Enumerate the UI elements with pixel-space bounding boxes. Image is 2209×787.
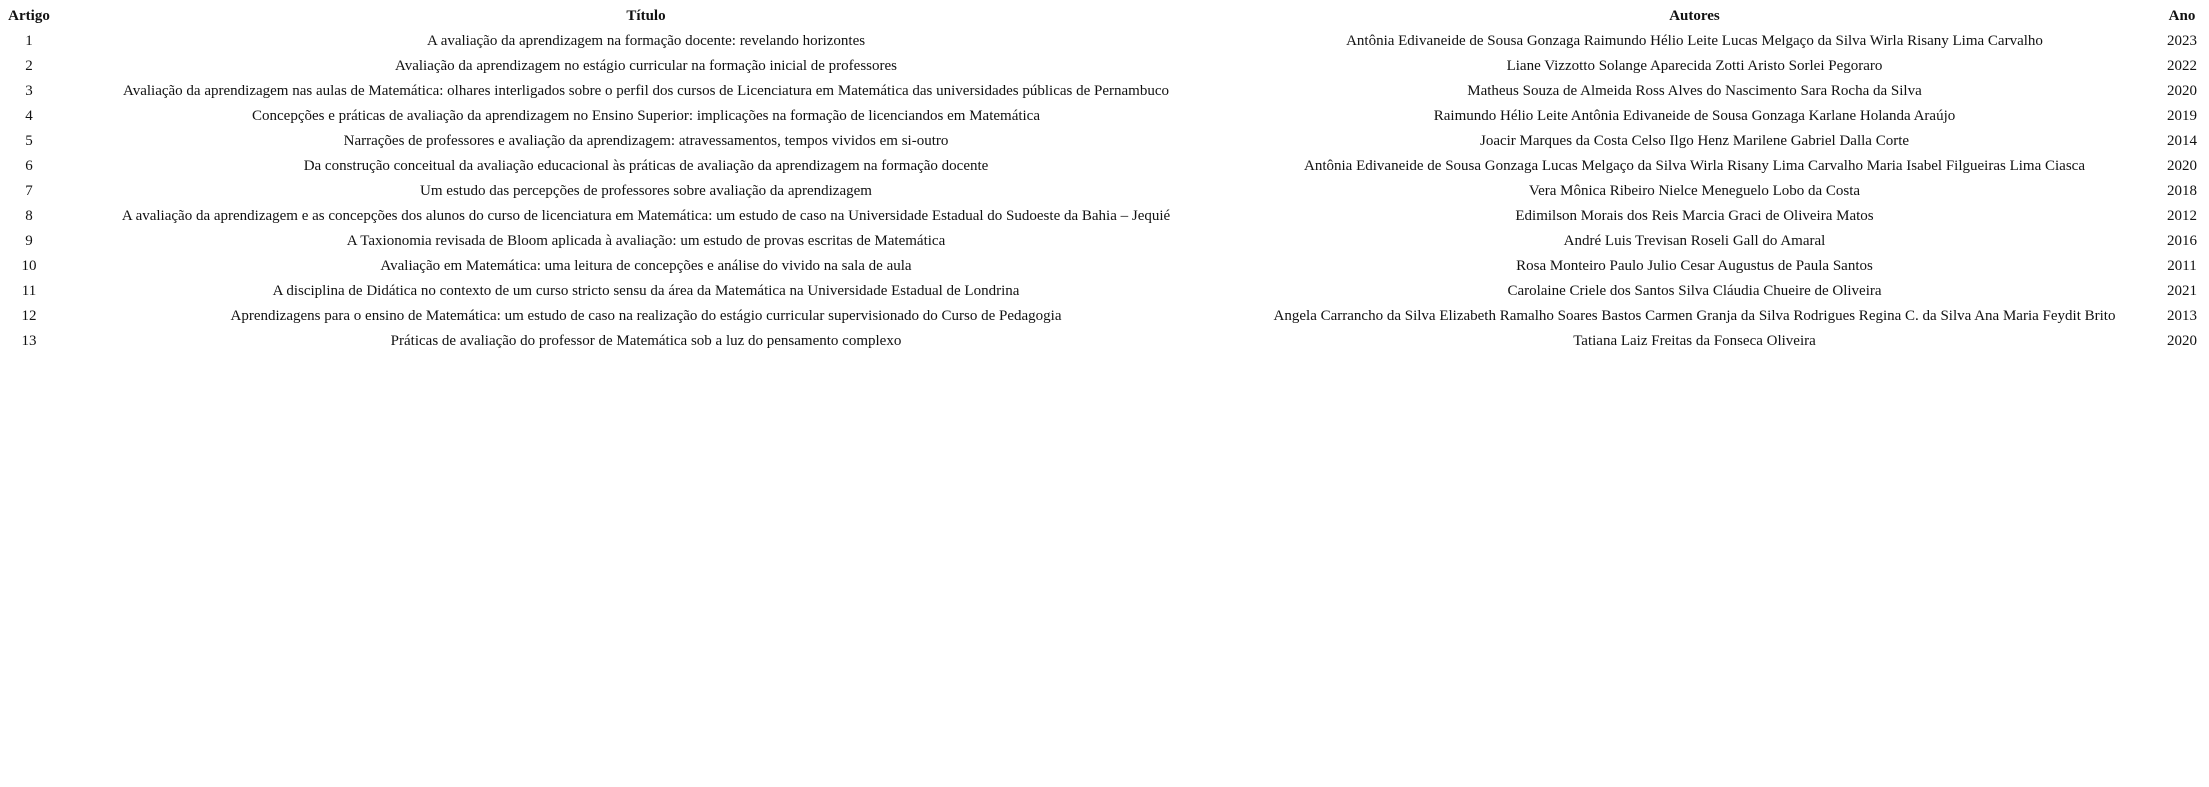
table-row	[0, 279, 2209, 304]
cell-ano: 2014	[2167, 133, 2197, 149]
table-row	[0, 329, 2209, 354]
table-row	[0, 179, 2209, 204]
cell-ano: 2020	[2167, 333, 2197, 349]
cell-artigo: 6	[25, 158, 33, 174]
cell-ano: 2016	[2167, 233, 2197, 249]
table-header-row	[0, 4, 2209, 29]
cell-titulo: A avaliação da aprendizagem na formação docente: revelando horizontes	[426, 33, 866, 49]
cell-artigo: 13	[21, 333, 37, 349]
table-row	[0, 54, 2209, 79]
cell-artigo: 8	[25, 208, 33, 224]
cell-titulo: Avaliação em Matemática: uma leitura de concepções e análise do vivido na sala de aula	[380, 258, 912, 274]
cell-artigo: 4	[25, 108, 33, 124]
table-row	[0, 229, 2209, 254]
cell-ano: 2022	[2167, 58, 2197, 74]
cell-autores: Antônia Edivaneide de Sousa Gonzaga Raimundo Hélio Leite Lucas Melgaço da Silva Wirla Risany Lima Carvalho	[1346, 33, 2043, 49]
cell-ano: 2020	[2167, 83, 2197, 99]
cell-artigo: 1	[25, 33, 33, 49]
cell-ano: 2023	[2167, 33, 2197, 49]
header-ano: Ano	[2168, 8, 2196, 24]
table-row	[0, 129, 2209, 154]
cell-titulo: Aprendizagens para o ensino de Matemática: um estudo de caso na realização do estágio curricular supervisionado do Curso de Pedagogia	[230, 308, 1062, 324]
cell-titulo: A Taxionomia revisada de Bloom aplicada à avaliação: um estudo de provas escritas de Matemática	[346, 233, 946, 249]
cell-artigo: 9	[25, 233, 33, 249]
table-row	[0, 79, 2209, 104]
cell-ano: 2018	[2167, 183, 2197, 199]
cell-ano: 2020	[2167, 158, 2197, 174]
table-row	[0, 204, 2209, 229]
table-row	[0, 154, 2209, 179]
cell-titulo: Um estudo das percepções de professores sobre avaliação da aprendizagem	[420, 183, 872, 199]
header-titulo: Título	[626, 8, 666, 24]
cell-artigo: 2	[25, 58, 33, 74]
cell-autores: Rosa Monteiro Paulo Julio Cesar Augustus de Paula Santos	[1516, 258, 1873, 274]
cell-ano: 2021	[2167, 283, 2197, 299]
cell-autores: Joacir Marques da Costa Celso Ilgo Henz Marilene Gabriel Dalla Corte	[1479, 133, 1910, 149]
cell-autores: Raimundo Hélio Leite Antônia Edivaneide de Sousa Gonzaga Karlane Holanda Araújo	[1433, 108, 1956, 124]
cell-autores: Carolaine Criele dos Santos Silva Cláudia Chueire de Oliveira	[1507, 283, 1882, 299]
header-autores: Autores	[1669, 8, 1720, 24]
cell-artigo: 7	[25, 183, 33, 199]
cell-autores: Liane Vizzotto Solange Aparecida Zotti Aristo Sorlei Pegoraro	[1506, 58, 1883, 74]
cell-artigo: 10	[21, 258, 37, 274]
cell-autores: André Luis Trevisan Roseli Gall do Amaral	[1563, 233, 1826, 249]
cell-autores: Matheus Souza de Almeida Ross Alves do Nascimento Sara Rocha da Silva	[1467, 83, 1922, 99]
table-row	[0, 304, 2209, 329]
header-artigo: Artigo	[8, 8, 50, 24]
cell-autores: Tatiana Laiz Freitas da Fonseca Oliveira	[1573, 333, 1816, 349]
cell-ano: 2013	[2167, 308, 2197, 324]
table-row	[0, 254, 2209, 279]
cell-artigo: 5	[25, 133, 33, 149]
table-row	[0, 104, 2209, 129]
cell-titulo: Práticas de avaliação do professor de Matemática sob a luz do pensamento complexo	[390, 333, 902, 349]
cell-titulo: Da construção conceitual da avaliação educacional às práticas de avaliação da aprendizagem na formação docente	[303, 158, 989, 174]
cell-titulo: A disciplina de Didática no contexto de um curso stricto sensu da área da Matemática na Universidade Estadual de Londrina	[272, 283, 1020, 299]
cell-ano: 2019	[2167, 108, 2197, 124]
cell-autores: Angela Carrancho da Silva Elizabeth Ramalho Soares Bastos Carmen Granja da Silva Rodrigues Regina C. da Silva Ana Maria Feydit Brito	[1273, 308, 2116, 324]
cell-artigo: 11	[21, 283, 37, 299]
cell-titulo: Narrações de professores e avaliação da aprendizagem: atravessamentos, tempos vividos em si-outro	[343, 133, 949, 149]
cell-titulo: Concepções e práticas de avaliação da aprendizagem no Ensino Superior: implicações na formação de licenciandos em Matemática	[252, 108, 1040, 124]
cell-artigo: 12	[21, 308, 37, 324]
articles-table	[0, 4, 2209, 354]
cell-titulo: A avaliação da aprendizagem e as concepções dos alunos do curso de licenciatura em Matemática: um estudo de caso na Universidade Estadual do Sudoeste da Bahia – Jequié	[121, 208, 1171, 224]
cell-titulo: Avaliação da aprendizagem no estágio curricular na formação inicial de professores	[395, 58, 897, 74]
cell-autores: Edimilson Morais dos Reis Marcia Graci de Oliveira Matos	[1515, 208, 1874, 224]
cell-autores: Antônia Edivaneide de Sousa Gonzaga Lucas Melgaço da Silva Wirla Risany Lima Carvalho Maria Isabel Filgueiras Lima Ciasca	[1304, 158, 2085, 174]
cell-autores: Vera Mônica Ribeiro Nielce Meneguelo Lobo da Costa	[1528, 183, 1861, 199]
cell-ano: 2012	[2167, 208, 2197, 224]
cell-ano: 2011	[2167, 258, 2197, 274]
table-row	[0, 29, 2209, 54]
cell-artigo: 3	[25, 83, 33, 99]
cell-titulo: Avaliação da aprendizagem nas aulas de Matemática: olhares interligados sobre o perfil dos cursos de Licenciatura em Matemática das universidades públicas de Pernambuco	[123, 83, 1169, 99]
